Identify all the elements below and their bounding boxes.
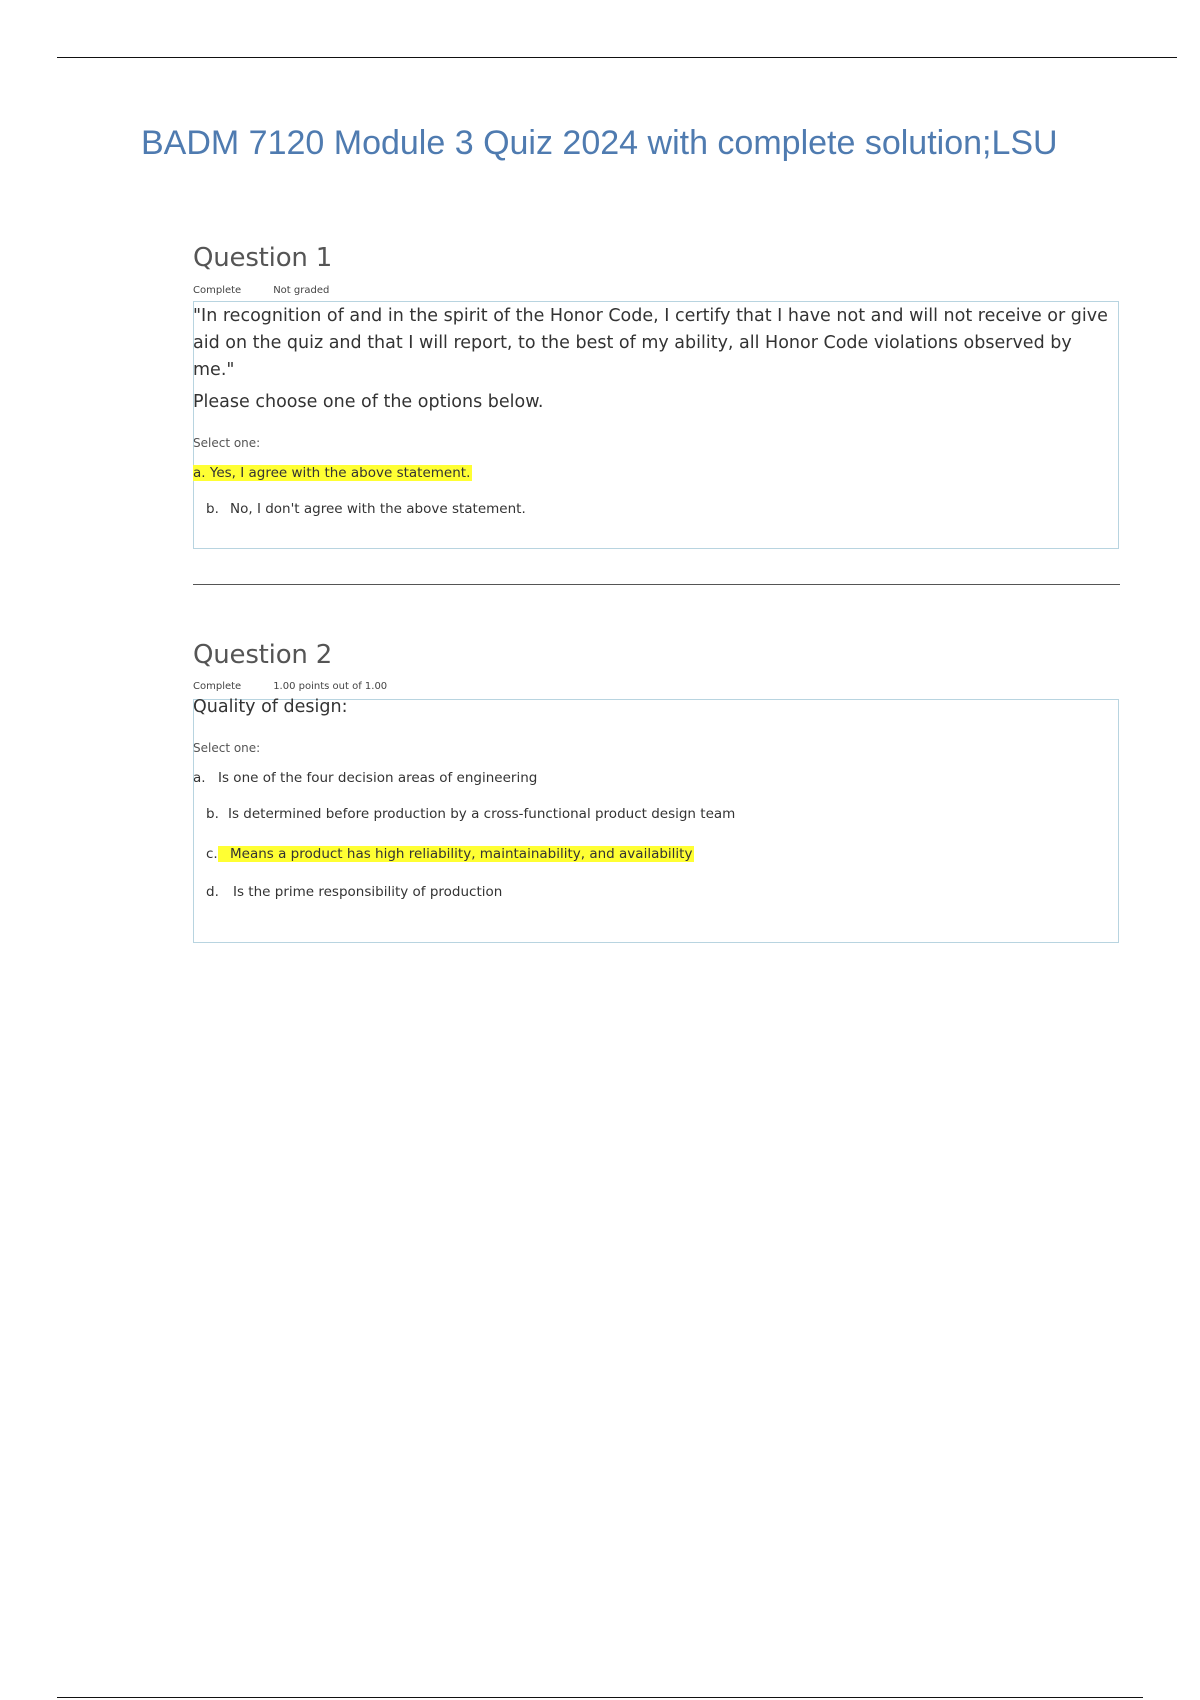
document-title: BADM 7120 Module 3 Quiz 2024 with complete solution;LSU (141, 124, 1058, 162)
option-text: Is the prime responsibility of production (233, 884, 503, 900)
top-rule (57, 57, 1177, 58)
question-2-meta (193, 681, 387, 692)
option-letter: d. (206, 884, 219, 900)
bottom-rule (57, 1697, 1143, 1698)
question-1-instruction: Please choose one of the options below. (193, 392, 544, 412)
question-2-text: Quality of design: (193, 697, 348, 717)
option-text: Is one of the four decision areas of engineering (218, 770, 538, 786)
question-2-state: Complete (193, 681, 242, 692)
question-2-option-a[interactable] (193, 770, 537, 786)
option-text: Means a product has high reliability, maintainability, and availability (218, 846, 694, 862)
question-1-state: Complete (193, 285, 242, 296)
option-text: No, I don't agree with the above statement. (230, 501, 526, 517)
question-divider (193, 584, 1120, 585)
question-1-heading: Question 1 (193, 243, 333, 273)
option-text: Yes, I agree with the above statement. (209, 465, 471, 481)
question-1-select-label: Select one: (193, 436, 261, 450)
question-2-grade: 1.00 points out of 1.00 (273, 681, 388, 692)
option-letter: b. (206, 501, 219, 517)
question-2-option-b[interactable] (206, 806, 735, 822)
question-1-meta (193, 285, 329, 296)
question-2-option-d[interactable] (206, 884, 502, 900)
question-1-option-b[interactable] (206, 501, 526, 517)
option-text: Is determined before production by a cross-functional product design team (228, 806, 736, 822)
question-2-select-label: Select one: (193, 741, 261, 755)
question-2-heading: Question 2 (193, 640, 333, 670)
option-letter: c. (206, 846, 218, 862)
question-1-grade: Not graded (273, 285, 330, 296)
option-letter: a. (193, 770, 206, 786)
question-2-option-c[interactable] (206, 846, 694, 862)
question-1-option-a[interactable] (193, 465, 472, 481)
option-letter: b. (206, 806, 219, 822)
option-letter: a. (193, 465, 206, 481)
question-1-text: "In recognition of and in the spirit of the Honor Code, I certify that I have not and will not receive or give aid on the quiz and that I will report, to the best of my ability, all Honor Code violations observed by me." (193, 306, 1108, 380)
